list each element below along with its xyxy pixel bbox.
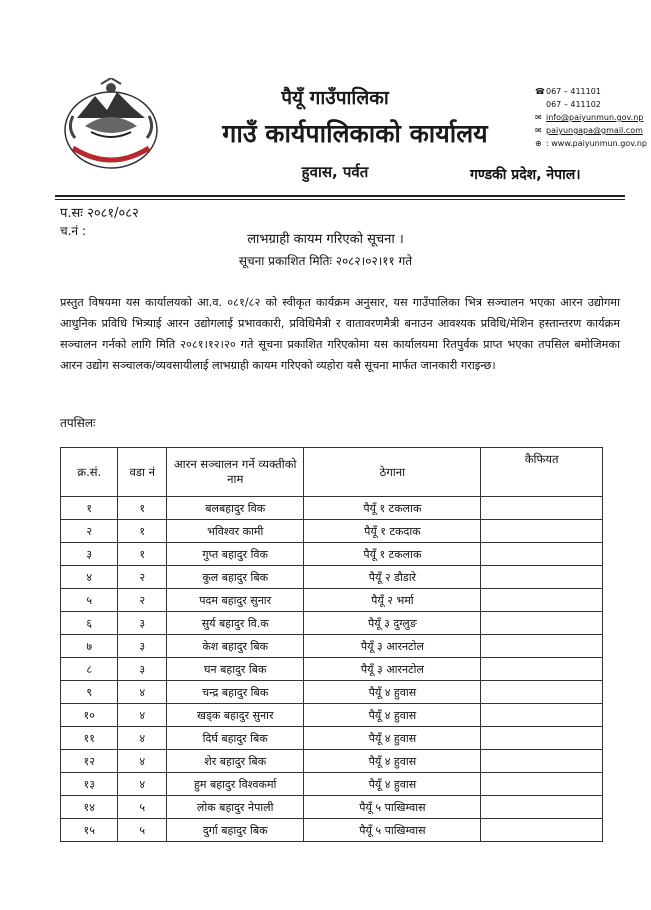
row-serial: १३ — [61, 773, 118, 796]
row-ward: १ — [118, 497, 167, 520]
row-name: कुल बहादुर बिक — [166, 566, 303, 589]
row-remarks — [481, 543, 603, 566]
row-address: पैयूँ २ भर्मा — [304, 589, 481, 612]
row-serial: १० — [61, 704, 118, 727]
row-serial: ८ — [61, 658, 118, 681]
row-address: पैयूँ ४ हुवास — [304, 704, 481, 727]
contact-block — [535, 85, 647, 150]
row-name: गुप्त बहादुर विक — [166, 543, 303, 566]
row-remarks — [481, 589, 603, 612]
table-row — [61, 497, 603, 520]
row-serial: १ — [61, 497, 118, 520]
table-row — [61, 773, 603, 796]
row-name: केश बहादुर बिक — [166, 635, 303, 658]
notice-published-date: सूचना प्रकाशित मितिः २०८२।०२।११ गते — [238, 254, 413, 268]
row-name: शेर बहादुर बिक — [166, 750, 303, 773]
header-name: आरन सञ्चालन गर्ने व्यक्तीको नाम — [166, 448, 303, 497]
row-address: पैयूँ ३ आरनटोल — [304, 658, 481, 681]
email-link-1[interactable]: info@paiyunmun.gov.np — [546, 113, 644, 122]
table-row — [61, 750, 603, 773]
table-row — [61, 612, 603, 635]
row-remarks — [481, 796, 603, 819]
row-address: पैयूँ ३ दुग्लुङ — [304, 612, 481, 635]
row-remarks — [481, 566, 603, 589]
row-ward: ५ — [118, 796, 167, 819]
row-serial: ७ — [61, 635, 118, 658]
row-address: पैयूँ ५ पाखिम्वास — [304, 819, 481, 842]
table-row — [61, 635, 603, 658]
email-link-2[interactable]: paiyungapa@gmail.com — [546, 126, 643, 135]
office-location: हुवास, पर्वत — [301, 163, 369, 181]
row-serial: १५ — [61, 819, 118, 842]
row-remarks — [481, 704, 603, 727]
row-serial: १४ — [61, 796, 118, 819]
phone-2: 067 – 411102 — [546, 100, 601, 109]
row-ward: २ — [118, 566, 167, 589]
row-name: खड्क बहादुर सुनार — [166, 704, 303, 727]
row-address: पैयूँ ३ आरनटोल — [304, 635, 481, 658]
row-address: पैयूँ १ टकलाक — [304, 497, 481, 520]
details-label: तपसिलः — [60, 416, 96, 430]
row-ward: ३ — [118, 612, 167, 635]
row-name: हुम बहादुर विश्वकर्मा — [166, 773, 303, 796]
table-row — [61, 819, 603, 842]
email-icon: ✉ — [535, 126, 542, 135]
row-remarks — [481, 819, 603, 842]
row-ward: ४ — [118, 704, 167, 727]
row-serial: ६ — [61, 612, 118, 635]
row-ward: १ — [118, 543, 167, 566]
header-ward: वडा नं — [118, 448, 167, 497]
row-serial: ५ — [61, 589, 118, 612]
row-ward: ५ — [118, 819, 167, 842]
row-ward: ४ — [118, 727, 167, 750]
header-divider — [55, 195, 625, 197]
beneficiary-table — [60, 447, 603, 842]
row-address: पैयूँ १ टकदाक — [304, 520, 481, 543]
row-ward: ४ — [118, 773, 167, 796]
notice-body: प्रस्तुत विषयमा यस कार्यालयको आ.व. ०८१/८२ को स्वीकृत कार्यक्रम अनुसार, यस गाउँपालिका भित्र सञ्चालन भएका आरन उद्योगमा आधुनिक प्रविधि भित्र्याई आरन उद्योगलाई प्रभावकारी, प्रविधिमैत्री र वातावरणमैत्री बनाउन आवश्यक प्रविधि/मेशिन हस्तान्तरण कार्यक्रम सञ्चालन गर्नको लागि मिति २०८१।१२।२० गते सूचना प्रकाशित गरिएकोमा यस कार्यालयमा रितपुर्वक प्राप्त भएका तपसिल बमोजिमका आरन उद्योग सञ्चालक/व्यवसायीलाई लाभग्राही कायम गरिएको व्यहोरा यसै सूचना मार्फत जानकारी गराइन्छ। — [60, 296, 620, 372]
row-ward: ४ — [118, 681, 167, 704]
row-name: सुर्य बहादुर वि.क — [166, 612, 303, 635]
row-remarks — [481, 681, 603, 704]
row-serial: ९ — [61, 681, 118, 704]
row-remarks — [481, 612, 603, 635]
phone-1: 067 – 411101 — [546, 87, 601, 96]
table-row — [61, 704, 603, 727]
row-name: भविश्वर कामी — [166, 520, 303, 543]
row-name: दिर्घ बहादुर बिक — [166, 727, 303, 750]
row-remarks — [481, 773, 603, 796]
row-name: घन बहादुर बिक — [166, 658, 303, 681]
row-ward: २ — [118, 589, 167, 612]
row-ward: ४ — [118, 750, 167, 773]
row-serial: १२ — [61, 750, 118, 773]
row-remarks — [481, 727, 603, 750]
table-row — [61, 796, 603, 819]
row-name: चन्द्र बहादुर बिक — [166, 681, 303, 704]
email-icon: ✉ — [535, 113, 542, 122]
header-divider-thin — [55, 199, 625, 200]
row-serial: ११ — [61, 727, 118, 750]
notice-subject: लाभग्राही कायम गरिएको सूचना । — [247, 232, 404, 247]
province-label: गण्डकी प्रदेश, नेपाल। — [470, 167, 581, 183]
table-row — [61, 658, 603, 681]
row-remarks — [481, 497, 603, 520]
header-address: ठेगाना — [304, 448, 481, 497]
row-serial: २ — [61, 520, 118, 543]
nepal-emblem-icon — [55, 78, 167, 174]
row-ward: ३ — [118, 658, 167, 681]
row-name: बलबहादुर विक — [166, 497, 303, 520]
website-link[interactable]: : www.paiyunmun.gov.np — [546, 139, 648, 148]
row-remarks — [481, 658, 603, 681]
phone-icon: ☎ — [535, 87, 545, 96]
row-address: पैयूँ ४ हुवास — [304, 773, 481, 796]
row-name: पदम बहादुर सुनार — [166, 589, 303, 612]
row-address: पैयूँ ५ पाखिम्वास — [304, 796, 481, 819]
table-row — [61, 589, 603, 612]
table-header-row — [61, 448, 603, 497]
dispatch-number: च.नं : — [60, 224, 86, 238]
row-ward: ३ — [118, 635, 167, 658]
row-remarks — [481, 520, 603, 543]
header-remarks: कैफियत — [481, 448, 603, 497]
row-address: पैयूँ ४ हुवास — [304, 727, 481, 750]
row-remarks — [481, 750, 603, 773]
row-address: पैयूँ ४ हुवास — [304, 750, 481, 773]
row-serial: ३ — [61, 543, 118, 566]
header-serial: क्र.सं. — [61, 448, 118, 497]
letter-number: प.सः २०८१/०८२ — [60, 206, 139, 221]
globe-icon: ⊕ — [535, 139, 542, 148]
row-address: पैयूँ ४ हुवास — [304, 681, 481, 704]
municipality-name: पैयूँ गाउँपालिका — [281, 87, 389, 109]
row-name: दुर्गा बहादुर बिक — [166, 819, 303, 842]
table-row — [61, 681, 603, 704]
office-name: गाउँ कार्यपालिकाको कार्यालय — [222, 119, 488, 148]
row-ward: १ — [118, 520, 167, 543]
table-row — [61, 543, 603, 566]
row-address: पैयूँ १ टकलाक — [304, 543, 481, 566]
row-address: पैयूँ २ डौडारे — [304, 566, 481, 589]
table-row — [61, 520, 603, 543]
row-name: लोक बहादुर नेपाली — [166, 796, 303, 819]
table-row — [61, 566, 603, 589]
row-serial: ४ — [61, 566, 118, 589]
row-remarks — [481, 635, 603, 658]
table-row — [61, 727, 603, 750]
